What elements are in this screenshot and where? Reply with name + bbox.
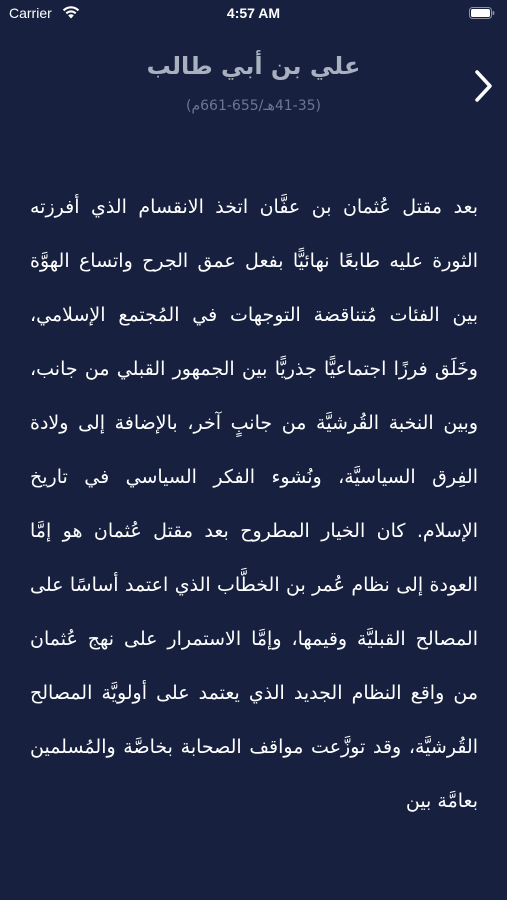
status-bar bbox=[0, 0, 507, 30]
carrier-label: Carrier bbox=[9, 5, 52, 21]
battery-full-icon bbox=[469, 7, 495, 19]
back-button[interactable] bbox=[469, 66, 499, 106]
header bbox=[0, 48, 507, 128]
page-subtitle: (41-35هـ/655-661م) bbox=[185, 98, 322, 114]
status-time: 4:57 AM bbox=[226, 5, 281, 21]
article-paragraph: بعد مقتل عُثمان بن عفَّان اتخذ الانقسام الذي أفرزته الثورة عليه طابعًا نهائيًّا بفعل عمق الجرح واتساع الهوَّة بين الفئات مُتناقضة التوجهات في المُجتمع الإسلامي، وخَلَق فرزًا اجتماعيًّا جذريًّا بين الجمهور القبلي من جانب، وبين النخبة القُرشيَّة من جانبٍ آخر، بالإضافة إلى ولادة الفِرق السياسيَّة، ونُشوء الفكر السياسي في تاريخ الإسلام. كان الخيار المطروح بعد مقتل عُثمان هو إمَّا العودة إلى نظام عُمر بن الخطَّاب الذي اعتمد أساسًا على المصالح القبليَّة وقيمها، وإمَّا الاستمرار على نهج عُثمان من واقع النظام الجديد الذي يعتمد على أولويَّة المصالح القُرشيَّة، وقد توزَّعت مواقف الصحابة بخاصَّة والمُسلمين بعامَّة بين bbox=[30, 196, 478, 812]
article-body bbox=[30, 180, 478, 828]
page-title: علي بن أبي طالب bbox=[146, 52, 361, 80]
chevron-right-icon bbox=[474, 69, 494, 103]
